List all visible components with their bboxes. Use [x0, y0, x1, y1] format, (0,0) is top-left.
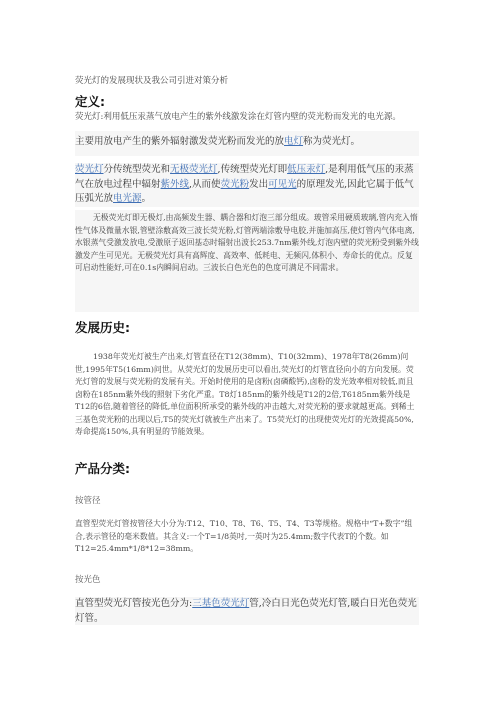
- by-color-text-post: 管,冷白日光色荧光灯管,暖白日光色荧光灯管。: [75, 598, 417, 624]
- history-paragraph: 1938年荧光灯被生产出来,灯管直径在T12(38mm)、T10(32mm)、1978年T8(26mm)问世,1995年T5(16mm)问世。从荧光灯的发展历史可以看出,荧光灯的灯管直径向小的方向发展。荧光灯管的发展与荧光粉的发展有关。开始时使用的是卤粉(卤磷酸钙),卤粉的发光效率相对较低,而且卤粉在185nm紫外线的照射下劣化严重。T8灯185nm的紫外线是T12的2倍,T6185nm紫外线是T12的6倍,随着管径的降低,单位面积所承受的紫外线的冲击越大,对荧光粉的要求就越更高。到稀土三基色荧光粉的出现以后,T5的荧光灯就被生产出来了。T5荧光灯的出现使荧光灯的光效提高50%,寿命提高150%,具有明显的节能效果。: [75, 352, 415, 436]
- glossary-link[interactable]: 荧光灯: [75, 164, 104, 175]
- definition-paragraph: 荧光灯:利用低压汞蒸气放电产生的紫外线激发涂在灯管内壁的荧光粉而发光的电光源。: [75, 112, 401, 122]
- paragraph-text: ,从而使: [189, 178, 221, 190]
- by-diameter-label: 按管径: [75, 496, 101, 506]
- paragraph-text: 分传统型荧光和: [103, 164, 171, 175]
- by-color-label: 按光色: [75, 575, 101, 585]
- heading-definition: 定义:: [75, 94, 105, 109]
- paragraph-text: ,是利用低气压的汞蒸气在放电过程中辐射: [75, 164, 414, 190]
- paragraph-text: 。: [141, 193, 152, 204]
- document-title: 荧光灯的发展现状及我公司引进对策分析: [75, 76, 229, 86]
- paragraph-text: ,传统型荧光灯即: [217, 164, 288, 175]
- paragraph-text: 发出: [249, 178, 269, 190]
- by-color-text-pre: 直管型荧光灯管按光色分为:: [75, 598, 193, 609]
- fluorescent-types-box: [75, 163, 419, 207]
- main-use-text-post: 称为荧光灯。: [303, 136, 361, 147]
- link-tricolor-lamp[interactable]: 三基色荧光灯: [192, 598, 250, 609]
- paragraph-text: 的原理发光,因此它属于低气压弧光放: [75, 178, 414, 204]
- glossary-link[interactable]: 可见光: [268, 178, 297, 190]
- glossary-link[interactable]: 荧光粉: [220, 178, 250, 190]
- heading-history: 发展历史:: [75, 320, 130, 335]
- main-use-box: [75, 131, 419, 156]
- glossary-link[interactable]: 无极荧光灯: [170, 164, 218, 175]
- glossary-link[interactable]: 低压汞灯: [287, 164, 326, 175]
- glossary-link[interactable]: 电光源: [113, 193, 142, 204]
- link-electric-lamp[interactable]: 电灯: [284, 136, 304, 147]
- by-diameter-text: 直管型荧光灯管按管径大小分为:T12、T10、T8、T6、T5、T4、T3等规格。规格中“T+数字”组合,表示管径的毫米数值。其含义:一个T=1/8英吋,一英吋为25.4mm;数字代表T的个数。如T12=25.4mm*1/8*12=38mm。: [75, 519, 413, 553]
- heading-classification: 产品分类:: [75, 461, 130, 476]
- main-use-text-pre: 主要用放电产生的紫外辐射激发荧光粉而发光的放: [75, 136, 285, 147]
- by-color-box: [75, 597, 419, 625]
- glossary-link[interactable]: 紫外线: [160, 178, 190, 190]
- electrodeless-box: 无极荧光灯即无极灯,由高频发生器、耦合器和灯泡三部分组成。玻管采用硬质玻璃,管内充入惰性气体及微量水银,管壁涂敷高效三波长荧光粉,灯管两端涂敷导电胶,并施加高压,使灯管内气体电离,水银蒸气受激发放电,受激原子返回基态时辐射出波长253.7nm紫外线,灯泡内壁的荧光粉受到紫外线激发产生可见光。无极荧光灯具有高辉度、高效率、低耗电、无频闪,体积小、寿命长的优点。反复可启动性能好,可在0.1s内瞬间启动。三波长白色光色的色度可满足不同需求。: [75, 210, 419, 312]
